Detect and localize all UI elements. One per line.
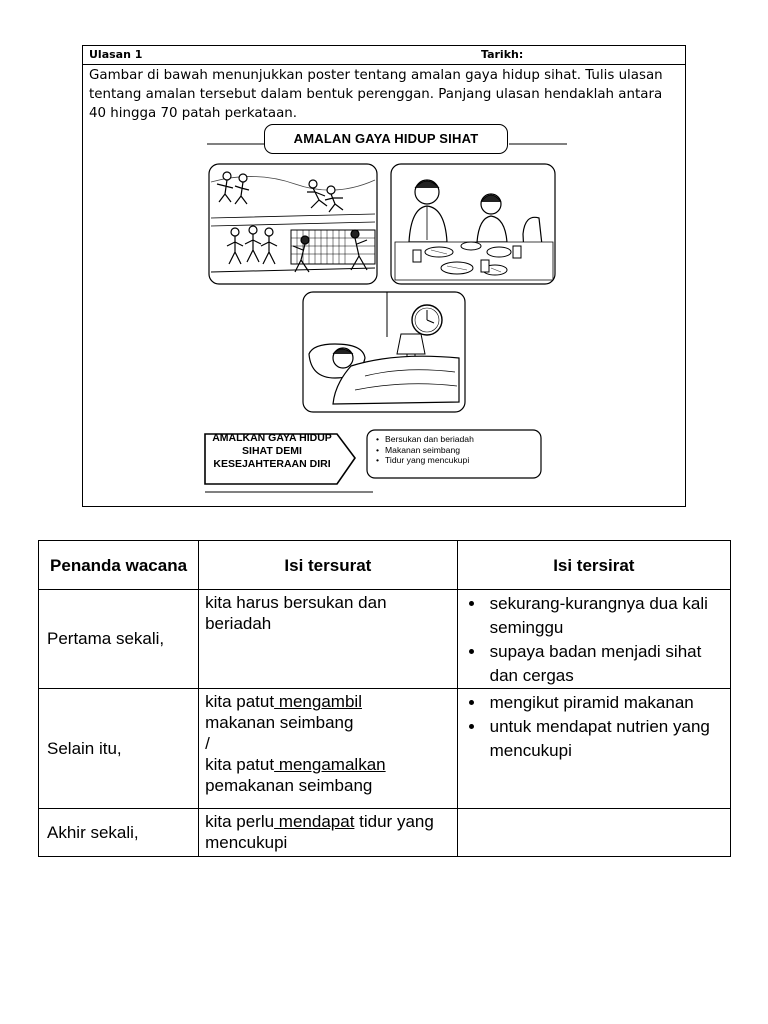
tersirat-cell — [457, 689, 730, 809]
tersurat-text: kita patut — [205, 692, 275, 711]
marker-cell: Pertama sekali, — [39, 590, 199, 689]
separator-slash: / — [205, 734, 210, 753]
tersurat-cell — [199, 809, 458, 857]
worksheet-label: Ulasan 1 — [89, 48, 143, 61]
tersurat-cell: kita harus bersukan dan beriadah — [199, 590, 458, 689]
tersurat-text: pemakanan seimbang — [205, 776, 373, 795]
table-header-row — [39, 541, 731, 590]
worksheet-header — [83, 46, 685, 65]
tersurat-cell — [199, 689, 458, 809]
tersurat-text: kita perlu — [205, 812, 275, 831]
poster-bullet: • Bersukan dan beriadah — [376, 434, 474, 445]
poster-bullet: • Makanan seimbang — [376, 445, 474, 456]
tersirat-point: • untuk mendapat nutrien yang mencukupi — [486, 715, 730, 763]
discourse-table — [38, 540, 731, 857]
table-row — [39, 689, 731, 809]
tersirat-point: • supaya badan menjadi sihat dan cergas — [486, 640, 730, 688]
marker-cell: Selain itu, — [39, 689, 199, 809]
underlined-verb: mendapat — [274, 812, 355, 831]
instruction-text: Gambar di bawah menunjukkan poster tentang amalan gaya hidup sihat. Tulis ulasan tentang amalan tersebut dalam bentuk perenggan. Panjang ulasan hendaklah antara 40 hingga 70 patah perkataan. — [89, 68, 663, 121]
header-isi-tersurat: Isi tersurat — [199, 541, 458, 590]
poster-bullet-list — [376, 434, 474, 466]
tersirat-cell — [457, 590, 730, 689]
meal-panel — [391, 164, 555, 284]
poster-bullet: • Tidur yang mencukupi — [376, 455, 474, 466]
date-label: Tarikh: — [481, 48, 524, 61]
header-isi-tersirat: Isi tersirat — [457, 541, 730, 590]
sleep-panel — [303, 292, 465, 412]
header-penanda-wacana: Penanda wacana — [39, 541, 199, 590]
underlined-verb: mengamalkan — [274, 755, 386, 774]
underlined-verb: mengambil — [274, 692, 362, 711]
tersirat-point: • sekurang-kurangnya dua kali seminggu — [486, 592, 730, 640]
table-row — [39, 590, 731, 689]
sports-panel — [209, 164, 377, 284]
tersirat-point: • mengikut piramid makanan — [486, 691, 730, 715]
table-row — [39, 809, 731, 857]
tersirat-cell — [457, 809, 730, 857]
tersurat-text: makanan seimbang — [205, 713, 354, 732]
tersurat-text: kita patut — [205, 755, 275, 774]
tersurat-text: tidur yang mencukupi — [205, 812, 434, 852]
marker-cell: Akhir sekali, — [39, 809, 199, 857]
poster-title: AMALAN GAYA HIDUP SIHAT — [264, 124, 508, 154]
poster-arrow-text: AMALKAN GAYA HIDUP SIHAT DEMI KESEJAHTERAAN DIRI — [212, 432, 332, 470]
